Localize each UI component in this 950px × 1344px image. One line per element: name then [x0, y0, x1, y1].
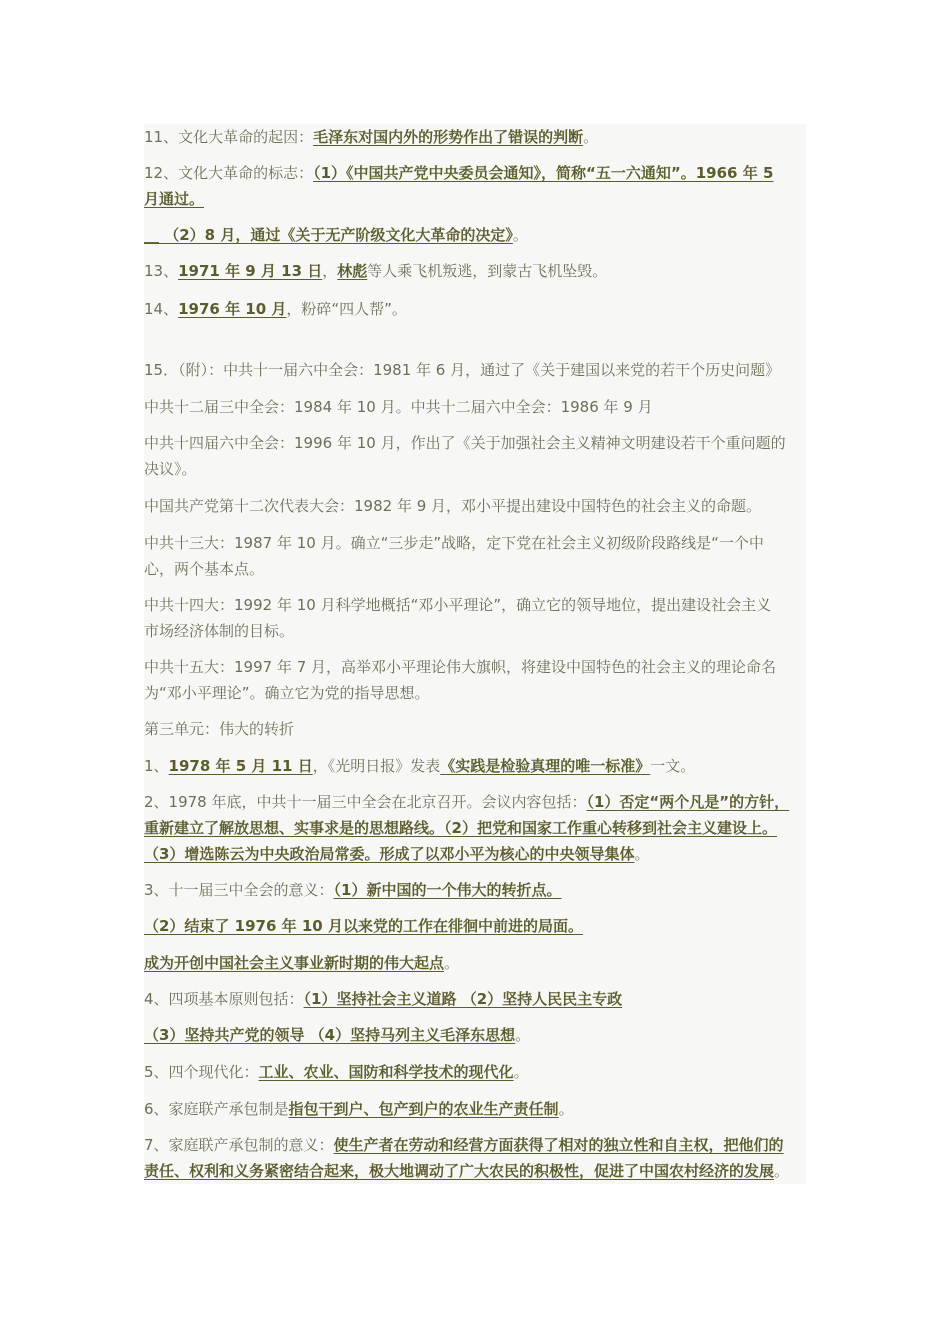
text-line [144, 1059, 806, 1085]
underlined-key-text: 毛泽东对国内外的形势作出了错误的判断 [313, 128, 584, 146]
body-text: 。 [583, 128, 599, 146]
body-text: ，粉碎“四人帮”。 [286, 300, 407, 318]
underlined-key-text: __ （2）8 月，通过《关于无产阶级文化大革命的决定》 [144, 226, 513, 244]
underlined-key-text: 1976 年 10 月 [178, 300, 287, 318]
body-text: 为“邓小平理论”。确立它为党的指导思想。 [144, 684, 430, 702]
text-line [144, 430, 806, 456]
body-text: 中共十四届六中全会：1996 年 10 月，作出了《关于加强社会主义精神文明建设若干个重问题的 [144, 434, 786, 452]
underlined-key-text: 重新建立了解放思想、实事求是的思想路线。（2）把党和国家工作重心转移到社会主义建设上。 [144, 819, 777, 837]
body-text: 中共十二届三中全会：1984 年 10 月。中共十二届六中全会：1986 年 9 月 [144, 398, 653, 416]
text-line [144, 160, 806, 186]
text-line [144, 592, 806, 618]
body-text: 1、 [144, 757, 169, 775]
text-line [144, 654, 806, 680]
body-text: 。 [515, 1026, 531, 1044]
body-text: 心，两个基本点。 [144, 560, 265, 578]
underlined-key-text: 月通过。 [144, 190, 205, 208]
body-text: ， [322, 262, 338, 280]
text-line [144, 716, 806, 742]
body-text: 中共十三大：1987 年 10 月。确立“三步走”战略，定下党在社会主义初级阶段路线是“一个中 [144, 534, 764, 552]
text-line [144, 222, 806, 248]
underlined-key-text: 1971 年 9 月 13 日 [178, 262, 323, 280]
underlined-key-text: （1）坚持社会主义道路 [303, 990, 462, 1008]
body-text: 一文。 [650, 757, 696, 775]
text-line [144, 456, 806, 482]
text-line [144, 1022, 806, 1048]
underlined-key-text: 工业、农业、国防和科学技术的现代化 [258, 1063, 514, 1081]
text-line [144, 950, 806, 976]
body-text: 5、四个现代化： [144, 1063, 259, 1081]
body-text: 市场经济体制的目标。 [144, 622, 295, 640]
underlined-key-text: （1）《中国共产党中央委员会通知》，简称“五一六通知”。1966 年 5 [313, 164, 774, 182]
text-line [144, 789, 806, 815]
body-text: 中共十五大：1997 年 7 月，高举邓小平理论伟大旗帜，将建设中国特色的社会主义的理论命名 [144, 658, 777, 676]
body-text: 第三单元：伟大的转折 [144, 720, 295, 738]
text-line [144, 815, 806, 841]
text-line [144, 556, 806, 582]
body-text: 4、四项基本原则包括： [144, 990, 304, 1008]
body-text: 2、1978 年底，中共十一届三中全会在北京召开。会议内容包括： [144, 793, 587, 811]
body-text: 13、 [144, 262, 179, 280]
body-text: 12、文化大革命的标志： [144, 164, 314, 182]
underlined-key-text: 成为开创中国社会主义事业新时期的伟大起点 [144, 954, 445, 972]
text-line [144, 618, 806, 644]
body-text: ，《光明日报》发表 [312, 757, 441, 775]
body-text: 中共十四大：1992 年 10 月科学地概括“邓小平理论”，确立它的领导地位，提出建设社会主义 [144, 596, 772, 614]
text-line [144, 877, 806, 903]
text-line [144, 1132, 806, 1158]
underlined-key-text: （4）坚持马列主义毛泽东思想 [309, 1026, 516, 1044]
underlined-key-text: （3）坚持共产党的领导 [144, 1026, 310, 1044]
underlined-key-text: （2）坚持人民民主专政 [461, 990, 623, 1008]
text-line [144, 493, 806, 519]
text-line [144, 1096, 806, 1122]
body-text: 14、 [144, 300, 179, 318]
text-line [144, 394, 806, 420]
text-line [144, 530, 806, 556]
underlined-key-text: （2）结束了 1976 年 10 月以来党的工作在徘徊中前进的局面。 [144, 917, 583, 935]
body-text: 15．（附）：中共十一届六中全会：1981 年 6 月，通过了《关于建国以来党的若干个历史问题》 [144, 361, 781, 379]
body-text: 3、十一届三中全会的意义： [144, 881, 334, 899]
underlined-key-text: 责任、权利和义务紧密结合起来，极大地调动了广大农民的积极性，促进了中国农村经济的发展 [144, 1162, 775, 1180]
text-line [144, 753, 806, 779]
text-line [144, 680, 806, 706]
body-text: 等人乘飞机叛逃，到蒙古飞机坠毁。 [367, 262, 608, 280]
body-text: 决议》。 [144, 460, 197, 478]
body-text: 7、家庭联产承包制的意义： [144, 1136, 334, 1154]
underlined-key-text: （1）否定“两个凡是”的方针， [586, 793, 790, 811]
text-line [144, 1158, 806, 1184]
body-text: 。 [444, 954, 460, 972]
text-line [144, 913, 806, 939]
text-line [144, 841, 806, 867]
underlined-key-text: 1978 年 5 月 11 日 [168, 757, 313, 775]
body-text: 。 [634, 845, 650, 863]
underlined-key-text: 使生产者在劳动和经营方面获得了相对的独立性和自主权，把他们的 [333, 1136, 784, 1154]
text-line [144, 357, 806, 383]
body-text: 11、文化大革命的起因： [144, 128, 314, 146]
underlined-key-text: （3）增选陈云为中央政治局常委。形成了以邓小平为核心的中央领导集体 [144, 845, 635, 863]
underlined-key-text: 《实践是检验真理的唯一标准》 [440, 757, 651, 775]
text-line [144, 986, 806, 1012]
text-line [144, 296, 806, 322]
text-line [144, 186, 806, 212]
underlined-key-text: 林彪 [337, 262, 368, 280]
body-text: 。 [774, 1162, 790, 1180]
text-line [144, 124, 806, 150]
body-text: 。 [513, 1063, 529, 1081]
body-text: 。 [512, 226, 528, 244]
body-text: 。 [558, 1100, 574, 1118]
underlined-key-text: （1）新中国的一个伟大的转折点。 [333, 881, 562, 899]
text-line [144, 258, 806, 284]
body-text: 6、家庭联产承包制是 [144, 1100, 289, 1118]
body-text: 中国共产党第十二次代表大会：1982 年 9 月，邓小平提出建设中国特色的社会主义的命题。 [144, 497, 762, 515]
underlined-key-text: 指包干到户、包产到户的农业生产责任制 [288, 1100, 559, 1118]
